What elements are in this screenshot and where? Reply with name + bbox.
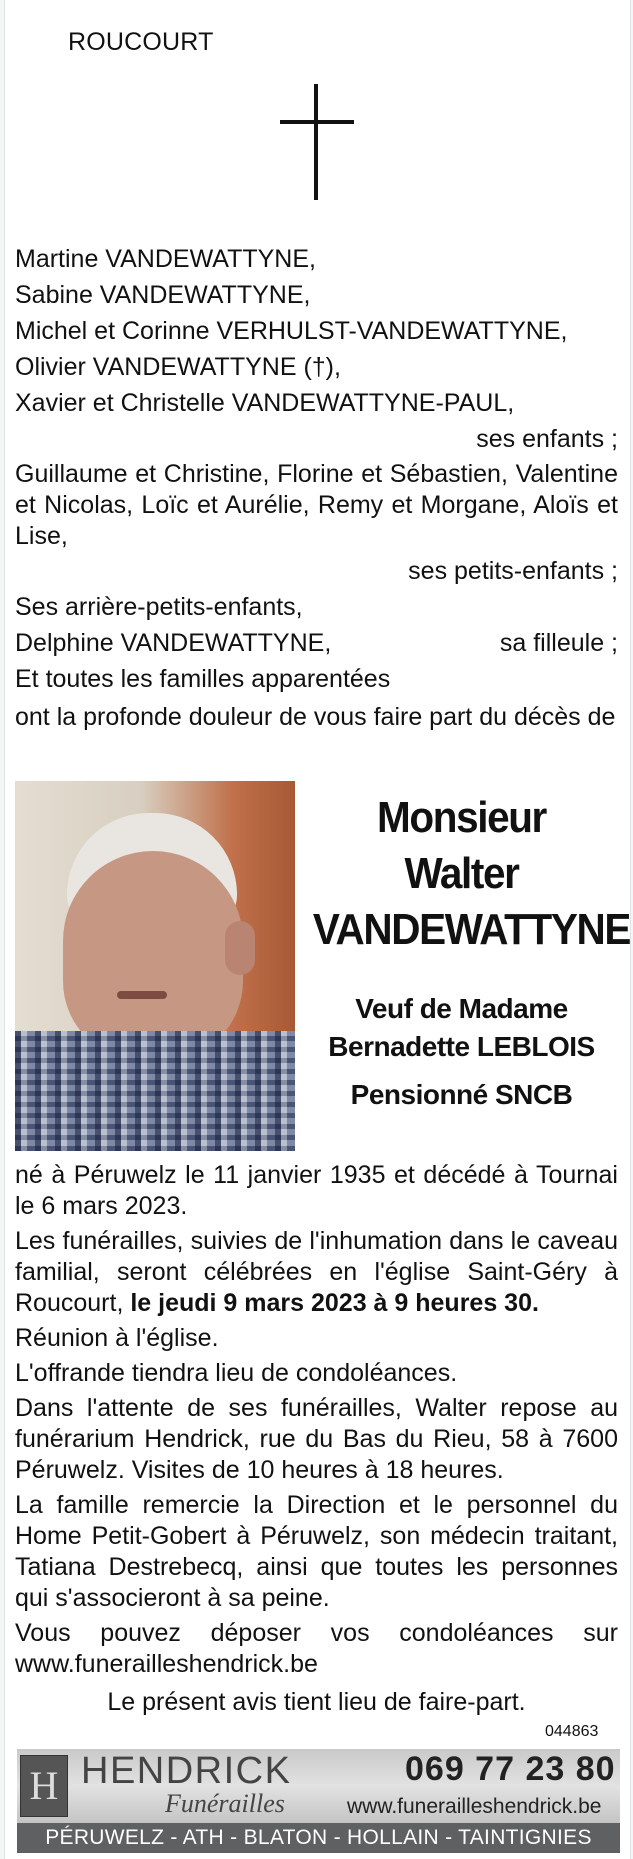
child-line: Xavier et Christelle VANDEWATTYNE-PAUL, [15, 389, 515, 417]
meeting-text: Réunion à l'église. [15, 1324, 219, 1352]
great-grandchildren-line: Ses arrière-petits-enfants, [15, 593, 303, 621]
offering-text: L'offrande tiendra lieu de condoléances. [15, 1359, 458, 1387]
widow-line-1: Veuf de Madame [355, 993, 568, 1024]
thanks-text: La famille remercie la Direction et le personnel du Home Petit-Gobert à Péruwelz, son médecin traitant, Tatiana Destrebecq, ainsi que toutes les personnes qui s'associeront à sa peine. [15, 1491, 618, 1612]
deceased-last-name: VANDEWATTYNE [312, 905, 630, 954]
brand-name: HENDRICK [81, 1750, 292, 1792]
goddaughter-line [15, 625, 618, 661]
deceased-block [300, 790, 630, 1114]
grandchildren-role: ses petits-enfants ; [408, 557, 618, 585]
website-link[interactable]: www.funerailleshendrick.be [347, 1795, 602, 1818]
phone-number: 069 77 23 80 [405, 1750, 616, 1788]
funeral-text: Les funérailles, suivies de l'inhumation dans le caveau familial, seront célébrées en l'église Saint-Géry à Roucourt, [15, 1227, 618, 1317]
deceased-title: Monsieur [377, 793, 546, 842]
occupation: Pensionné SNCB [350, 1079, 573, 1110]
reference-number: 044863 [545, 1723, 599, 1740]
portrait-photo [15, 781, 295, 1151]
funeral-date: le jeudi 9 mars 2023 à 9 heures 30. [130, 1289, 539, 1317]
village-name: ROUCOURT [68, 28, 214, 56]
notice-text: Le présent avis tient lieu de faire-part. [107, 1688, 526, 1716]
relatives-line: Et toutes les familles apparentées [15, 665, 391, 693]
logo-letter: H [29, 1763, 59, 1808]
children-role: ses enfants ; [476, 425, 618, 453]
child-line: Martine VANDEWATTYNE, [15, 245, 316, 273]
details [15, 1160, 618, 1720]
hendrick-logo-icon [20, 1755, 68, 1817]
grandchildren-text: Guillaume et Christine, Florine et Sébastien, Valentine et Nicolas, Loïc et Aurélie, Remy et Morgane, Aloïs et Lise, [15, 460, 618, 550]
funeral-home-banner [17, 1749, 620, 1823]
funerarium-text: Dans l'attente de ses funérailles, Walter repose au funérarium Hendrick, rue du Bas du Rieu, 58 à 7600 Péruwelz. Visites de 10 heures à 18 heures. [15, 1394, 618, 1484]
towns-bar: PÉRUWELZ - ATH - BLATON - HOLLAIN - TAINTIGNIES [17, 1823, 620, 1853]
goddaughter-name: Delphine VANDEWATTYNE, [15, 629, 332, 657]
child-line: Michel et Corinne VERHULST-VANDEWATTYNE, [15, 317, 568, 345]
children-list [15, 241, 618, 457]
widow-line-2: Bernadette LEBLOIS [328, 1031, 595, 1062]
announcement-text: ont la profonde douleur de vous faire part du décès de [15, 703, 616, 731]
deceased-first-name: Walter [404, 849, 519, 898]
cross-icon [280, 84, 354, 200]
child-line: Sabine VANDEWATTYNE, [15, 281, 311, 309]
funeral-paragraph [15, 1226, 618, 1319]
online-condolences-text: Vous pouvez déposer vos condoléances sur www.funerailleshendrick.be [15, 1619, 618, 1678]
child-line: Olivier VANDEWATTYNE (†), [15, 353, 341, 381]
family-other [15, 553, 618, 697]
brand-subtitle: Funérailles [165, 1789, 285, 1818]
birth-death-text: né à Péruwelz le 11 janvier 1935 et décédé à Tournai le 6 mars 2023. [15, 1161, 618, 1220]
goddaughter-role: sa filleule ; [499, 629, 618, 657]
